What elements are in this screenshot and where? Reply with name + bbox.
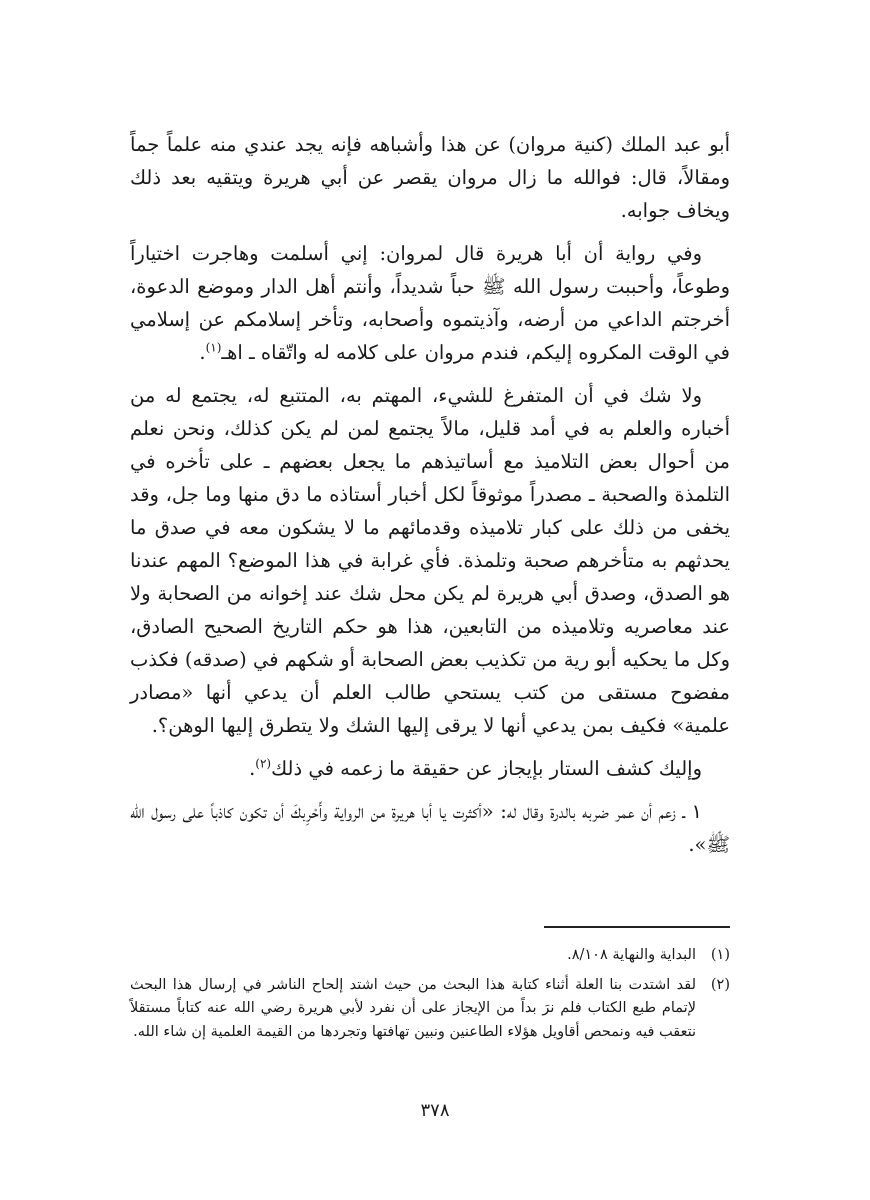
- footnote-reference: (١): [205, 340, 222, 355]
- paragraph: وفي رواية أن أبا هريرة قال لمروان: إني أسلمت وهاجرت اختياراً وطوعاً، وأحببت رسول الله ﷺ حباً شديداً، وأنتم أهل الدار وموضع الدعوة، أخرجتم الداعي من أرضه، وآذيتموه وأصحابه، وتأخر إسلامكم عن إسلامي في الوقت المكروه إليكم، فندم مروان على كلامه له واتّقاه ـ اهـ$^{(١)}$.: [130, 242, 730, 364]
- page-number: ٣٧٨: [420, 1100, 450, 1121]
- paragraph: أبو عبد الملك (كنية مروان) عن هذا وأشباهه فإنه يجد عندي منه علماً جماً ومقالاً، قال: فوالله ما زال مروان يقصر عن أبي هريرة ويتقيه بعد ذلك ويخاف جوابه.: [130, 133, 730, 222]
- footnote-number: (٢): [710, 976, 730, 993]
- footnote-number: (١): [710, 947, 730, 963]
- footnote: [130, 974, 730, 1045]
- footnote-reference: (٢): [255, 756, 272, 771]
- footnote: [130, 944, 730, 968]
- footnote-text: لقد اشتدت بنا العلة أثناء كتابة هذا البحث من حيث اشتد إلحاح الناشر في إرسال هذا البحث لإتمام طبع الكتاب فلم نرَ بداً من الإيجاز على أن نفرد لأبي هريرة رضي الله عنه كتاباً مستقلاً نتعقب فيه ونمحص أقاويل هؤلاء الطاعنين ونبين تهافتها وتجردها من القيمة العلمية إن شاء الله.: [130, 976, 696, 1040]
- footnotes: [130, 944, 730, 1050]
- footnote-divider: [544, 926, 730, 928]
- paragraph: ١ ـ زعم أن عمر ضربه بالدرة وقال له: «أكثرت يا أبا هريرة من الرواية وأَحْرِبكَ أن تكون كاذباً على رسول الله ﷺ».: [130, 800, 730, 856]
- paragraph: وإليك كشف الستار بإيجاز عن حقيقة ما زعمه في ذلك$^{(٢)}$.: [249, 756, 702, 780]
- main-text: [130, 128, 730, 871]
- footnote-text: البداية والنهاية ٨/١٠٨.: [567, 947, 696, 963]
- paragraph: ولا شك في أن المتفرغ للشيء، المهتم به، المتتبع له، يجتمع له من أخباره والعلم به في أمد قليل، مالاً يجتمع لمن لم يكن كذلك، ونحن نعلم من أحوال بعض التلاميذ مع أساتيذهم ما يجعل بعضهم ـ على تأخره في التلمذة والصحبة ـ مصدراً موثوقاً لكل أخبار أستاذه ما دق منها وما جل، وقد يخفى من ذلك على كبار تلاميذه وقدمائهم ما لا يشكون معه في صدق ما يحدثهم به متأخرهم صحبة وتلمذة. فأي غرابة في هذا الموضع؟ المهم عندنا هو الصدق، وصدق أبي هريرة لم يكن محل شك عند إخوانه من الصحابة ولا عند معاصريه وتلاميذه من التابعين، هذا هو حكم التاريخ الصحيح الصادق، وكل ما يحكيه أبو رية من تكذيب بعض الصحابة أو شكهم في (صدقه) فكذب مفضوح مستقى من كتب يستحي طالب العلم أن يدعي أنها «مصادر علمية» فكيف بمن يدعي أنها لا يرقى إليها الشك ولا يتطرق إليها الوهن؟.: [130, 384, 730, 737]
